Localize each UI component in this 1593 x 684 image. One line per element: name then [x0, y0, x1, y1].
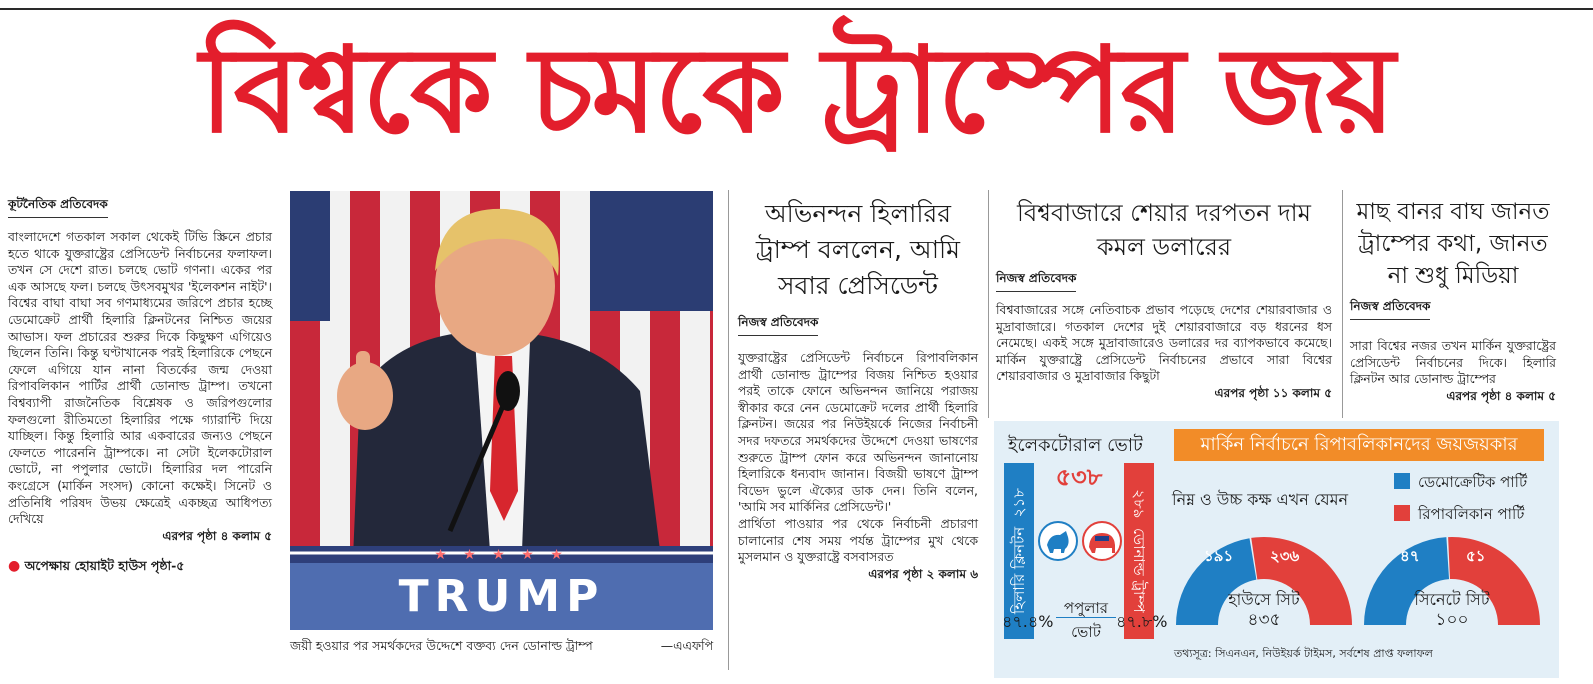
electoral-title: ইলেকটোরাল ভোট [1008, 435, 1143, 456]
legend-rep: রিপাবলিকান পার্টি [1418, 505, 1525, 523]
popular-divider [1056, 617, 1116, 618]
fish-story [1350, 196, 1556, 408]
middle-byline: নিজস্ব প্রতিবেদক [738, 314, 818, 336]
middle-body-1: যুক্তরাষ্ট্রের প্রেসিডেন্ট নির্বাচনে রিপাবলিকান প্রার্থী ডোনাল্ড ট্রাম্পের বিজয় নিশ্চিত হওয়ার পরই তাকে ফোনে অভিনন্দন জানিয়ে পরাজয় স্বীকার করে নেন ডেমোক্রেট দলের প্রার্থী হিলারি ক্লিনটন। জয়ের পর নিউইয়র্কে নিজের নির্বাচনী সদর দফতরে সমর্থকদের উদ্দেশে দেওয়া ভাষণের শুরুতে ট্রাম্প ফোন করে অভিনন্দন জানানোয় হিলারিকে ধন্যবাদ জানান। বিজয়ী ভাষণে ট্রাম্প বিভেদ ভুলে ঐক্যের ডাক দেন। তিনি বলেন, 'আমি সব মার্কিনির প্রেসিডেন্ট।' [738, 350, 978, 515]
house-total: ৪৩৫ [1247, 610, 1281, 630]
senate-total: ১০০ [1435, 610, 1469, 630]
clinton-votes: ২১৮ [1010, 488, 1028, 518]
left-continued[interactable]: এরপর পৃষ্ঠা ৪ কলাম ৫ [162, 528, 272, 543]
fish-body: সারা বিশ্বের নজর তখন মার্কিন যুক্তরাষ্ট্রের প্রেসিডেন্ট নির্বাচনের দিকে। হিলারি ক্লিনটন আর ডোনাল্ড ট্রাম্পের [1350, 338, 1556, 387]
market-story [996, 196, 1332, 405]
photo-illustration [290, 191, 713, 630]
popular-label-2: ভোট [1071, 623, 1101, 641]
teaser-text: অপেক্ষায় হোয়াইট হাউস পৃষ্ঠা-৫ [24, 557, 185, 573]
left-column [8, 193, 272, 578]
podium-stars: ★ ★ ★ ★ ★ [434, 547, 569, 563]
legend-rep-swatch [1394, 505, 1410, 521]
column-divider [728, 190, 729, 670]
total-electoral: ৫৩৮ [1055, 463, 1103, 491]
fish-title: মাছ বানর বাঘ জানত ট্রাম্পের কথা, জানত না শুধু মিডিয়া [1356, 199, 1550, 289]
left-byline: কূটনৈতিক প্রতিবেদক [8, 196, 108, 218]
middle-title: অভিনন্দন হিলারির ট্রাম্প বললেন, আমি সবার প্রেসিডেন্ট [755, 199, 961, 300]
popular-label-1: পপুলার [1063, 599, 1109, 617]
house-rep-value: ২৩৬ [1270, 547, 1300, 565]
trump-votes: ২৮৯ [1130, 489, 1148, 519]
middle-column [738, 196, 978, 586]
photo-credit: —এএফপি [660, 638, 713, 653]
column-divider-3 [1342, 190, 1343, 418]
clinton-name: হিলারি ক্লিনটন [1010, 526, 1028, 614]
bullet-icon: ● [8, 557, 21, 574]
left-body: বাংলাদেশে গতকাল সকাল থেকেই টিভি স্ক্রিনে প্রচার হতে থাকে যুক্তরাষ্ট্রের প্রেসিডেন্ট নির্বাচনের ফলাফল। তখন সে দেশে রাত। চলছে ভোট গণনা। একের পর এক আসছে ফল। চলছে উৎসবমুখর 'ইলেকশন নাইট'। বিশ্বের বাঘা বাঘা সব গণমাধ্যমের জরিপে প্রচার হচ্ছে ডেমোক্রেট প্রার্থী হিলারি ক্লিনটনের নিশ্চিত জয়ের আভাস। ফল প্রচারের শুরুর দিকে কিছুক্ষণ এগিয়েও ছিলেন তিনি। কিন্তু ঘণ্টাখানেক পরই হিলারিকে পেছনে ফেলে এগিয়ে যান নানা বিতর্কের জন্ম দেওয়া রিপাবলিকান পার্টির প্রার্থী ডোনাল্ড ট্রাম্প। তখনো বিশ্বব্যাপী রাজনৈতিক বিশ্লেষক ও জরিপগুলোর ফলগুলো রীতিমতো হিলারির পক্ষে গ্যারান্টি দিয়ে যাচ্ছিল। কিন্তু হিলারি আর একবারের জন্যও পেছনে ফেলতে পারেননি ট্রাম্পকে। না সেটা ইলেকটোরাল ভোটে, না পপুলার ভোটে। হিলারির দল পারেনি কংগ্রেসে (মার্কিন সংসদ) কোনো কক্ষেই। সিনেট ও প্রতিনিধি পরিষদ উভয় ক্ষেত্রেই একচ্ছত্র আধিপত্য দেখিয়ে [8, 229, 272, 527]
senate-dem-value: ৪৭ [1400, 547, 1420, 565]
middle-continued[interactable]: এরপর পৃষ্ঠা ২ কলাম ৬ [868, 566, 978, 581]
fish-byline: নিজস্ব প্রতিবেদক [1350, 298, 1430, 320]
election-infographic [994, 421, 1559, 678]
senate-label: সিনেটে সিট [1414, 590, 1490, 609]
photo-caption [290, 638, 713, 658]
market-byline: নিজস্ব প্রতিবেদক [996, 270, 1076, 292]
infographic-banner: মার্কিন নির্বাচনে রিপাবলিকানদের জয়জয়কার [1174, 429, 1544, 461]
left-teaser[interactable] [8, 558, 272, 578]
middle-body-2: প্রার্থিতা পাওয়ার পর থেকে নির্বাচনী প্রচারণা চালানোর শেষ সময় পর্যন্ত ট্রাম্পের মুখ থেকে মুসলমান ও যুক্তরাষ্ট্রে বসবাসরত [738, 515, 978, 565]
house-label: হাউসে সিট [1228, 590, 1300, 609]
fish-continued[interactable]: এরপর পৃষ্ঠা ৪ কলাম ৫ [1446, 388, 1556, 403]
house-dem-value: ১৯১ [1204, 547, 1234, 565]
clinton-popular: ৪৭.৪% [1002, 612, 1054, 631]
trump-popular: ৪৭.৮% [1116, 612, 1168, 631]
market-body: বিশ্ববাজারের সঙ্গে নেতিবাচক প্রভাব পড়েছে দেশের শেয়ারবাজার ও মুদ্রাবাজারে। গতকাল দেশের দুই শেয়ারবাজারে বড় ধরনের ধস নেমেছে। একই সঙ্গে মুদ্রাবাজারেও ডলারের দর ব্যাপকভাবে কমেছে। মার্কিন যুক্তরাষ্ট্রে প্রেসিডেন্ট নির্বাচনের প্রভাবে সারা বিশ্বের শেয়ারবাজার ও মুদ্রাবাজার কিছুটা [996, 302, 1332, 384]
source-note: তথ্যসূত্র: সিএনএন, নিউইয়র্ক টাইমস, সর্বশেষ প্রাপ্ত ফলাফল [1174, 647, 1433, 660]
senate-rep-value: ৫১ [1466, 547, 1486, 565]
market-title: বিশ্ববাজারে শেয়ার দরপতন দাম কমল ডলারের [1017, 199, 1311, 261]
page-headline: বিশ্বকে চমকে ট্রাম্পের জয় [199, 21, 1394, 159]
podium-sign: TRUMP [398, 571, 605, 622]
caption-text: জয়ী হওয়ার পর সমর্থকদের উদ্দেশে বক্তব্য দেন ডোনাল্ড ট্রাম্প [290, 638, 593, 653]
houses-title: নিম্ন ও উচ্চ কক্ষ এখন যেমন [1172, 490, 1349, 509]
legend-dem-swatch [1394, 473, 1410, 489]
trump-name: ডোনাল্ড ট্রাম্প [1130, 527, 1148, 613]
party-icons [1038, 519, 1122, 563]
market-continued[interactable]: এরপর পৃষ্ঠা ১১ কলাম ৫ [1214, 385, 1332, 400]
trump-photo [290, 191, 713, 630]
column-divider-2 [988, 190, 989, 418]
legend-dem: ডেমোক্রেটিক পার্টি [1418, 473, 1528, 491]
